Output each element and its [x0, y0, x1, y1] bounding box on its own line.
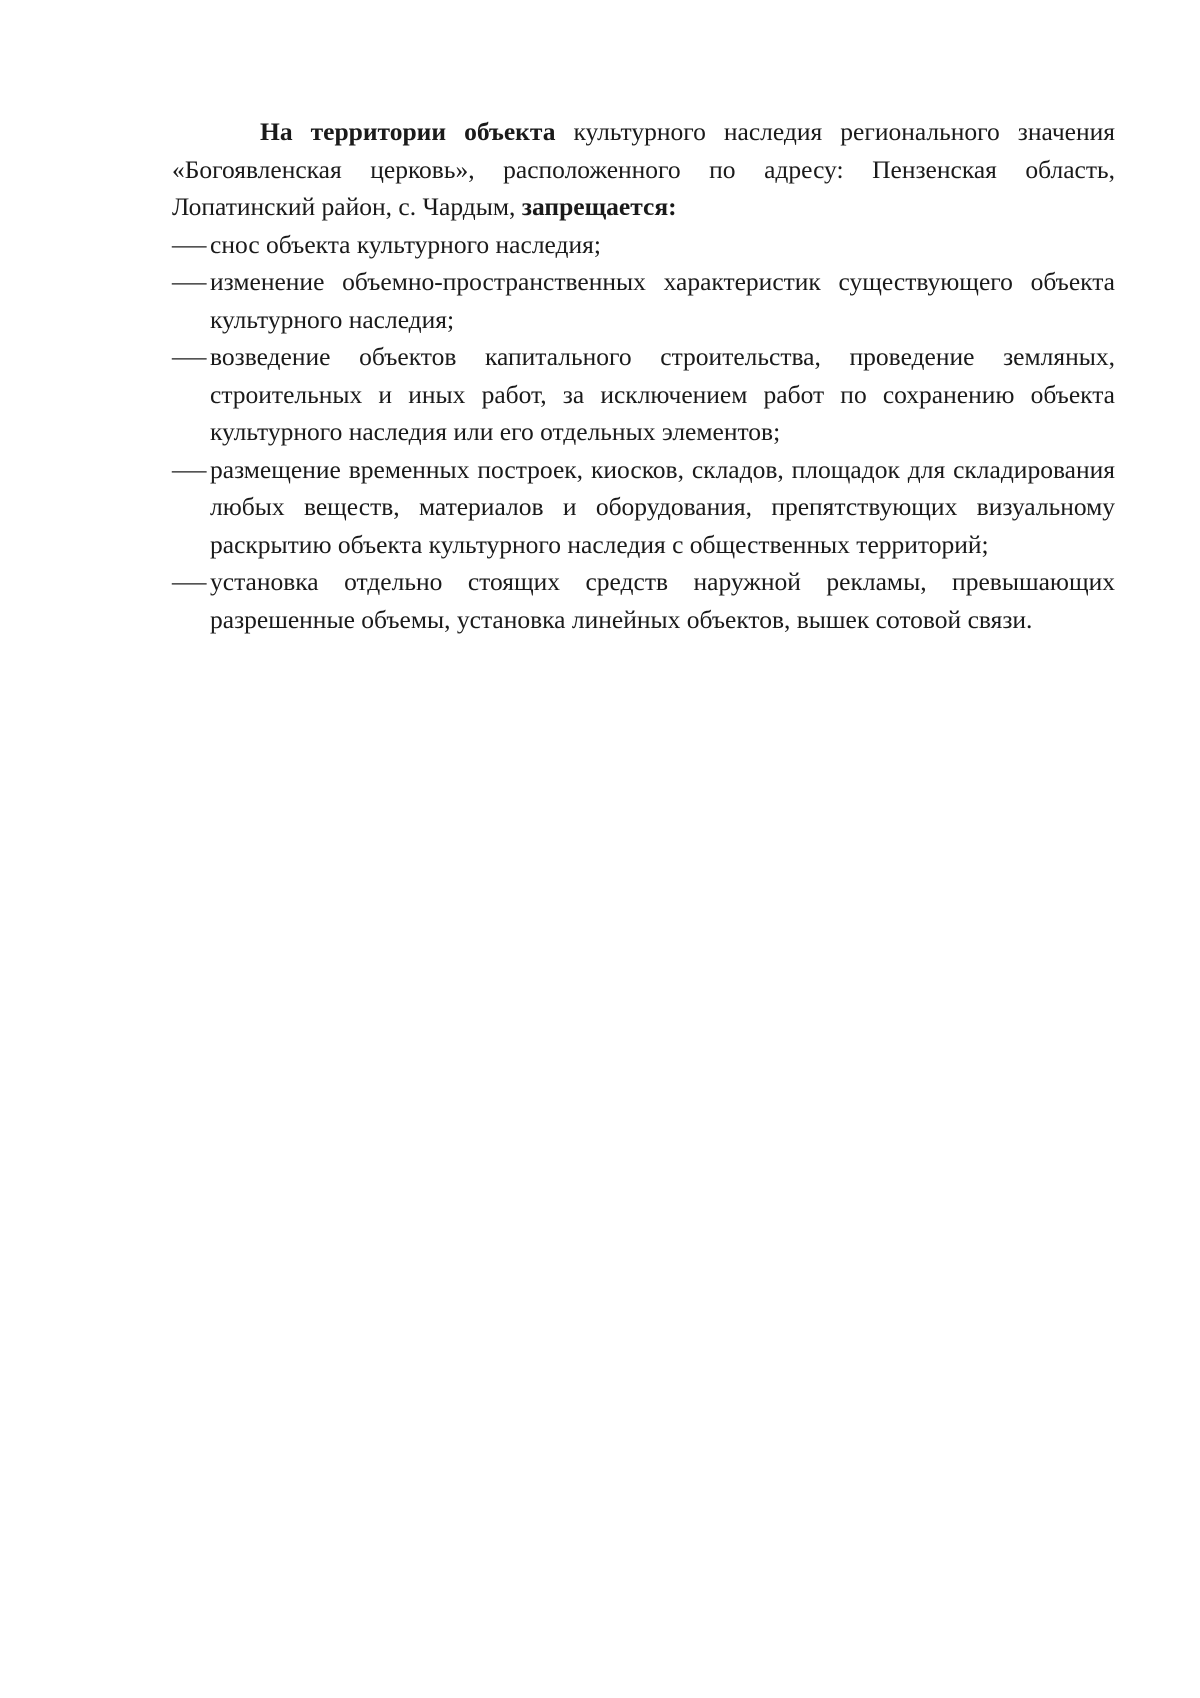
dash-bullet-icon: [172, 263, 208, 301]
list-item: [172, 451, 1115, 564]
dash-bullet-icon: [172, 451, 208, 489]
list-item: [172, 563, 1115, 638]
intro-text: культурного наследия регионального значения «Богоявленская церковь», расположенного по адресу: Пензенская область, Лопатинский район, с. Чардым,: [172, 117, 1115, 221]
list-item-text: снос объекта культурного наследия;: [210, 229, 601, 259]
list-item-text: возведение объектов капитального строительства, проведение земляных, строительных и иных работ, за исключением работ по сохранению объекта культурного наследия или его отдельных элементов;: [210, 342, 1115, 446]
list-item-text: изменение объемно-пространственных характеристик существующего объекта культурного наследия;: [210, 267, 1115, 334]
list-item: [172, 263, 1115, 338]
intro-paragraph: [172, 113, 1115, 226]
intro-bold-lead: На территории объекта: [260, 117, 556, 146]
dash-bullet-icon: [172, 226, 208, 264]
list-item: [172, 226, 1115, 264]
dash-bullet-icon: [172, 563, 208, 601]
list-item-text: установка отдельно стоящих средств наружной рекламы, превышающих разрешенные объемы, установка линейных объектов, вышек сотовой связи.: [210, 567, 1115, 634]
document-body: [172, 113, 1115, 638]
intro-bold-tail: запрещается:: [521, 192, 677, 221]
list-item-text: размещение временных построек, киосков, складов, площадок для складирования любых веществ, материалов и оборудования, препятствующих визуальному раскрытию объекта культурного наследия с общественных территорий;: [210, 454, 1115, 559]
dash-bullet-icon: [172, 338, 208, 376]
list-item: [172, 338, 1115, 451]
prohibitions-list: [172, 226, 1115, 639]
